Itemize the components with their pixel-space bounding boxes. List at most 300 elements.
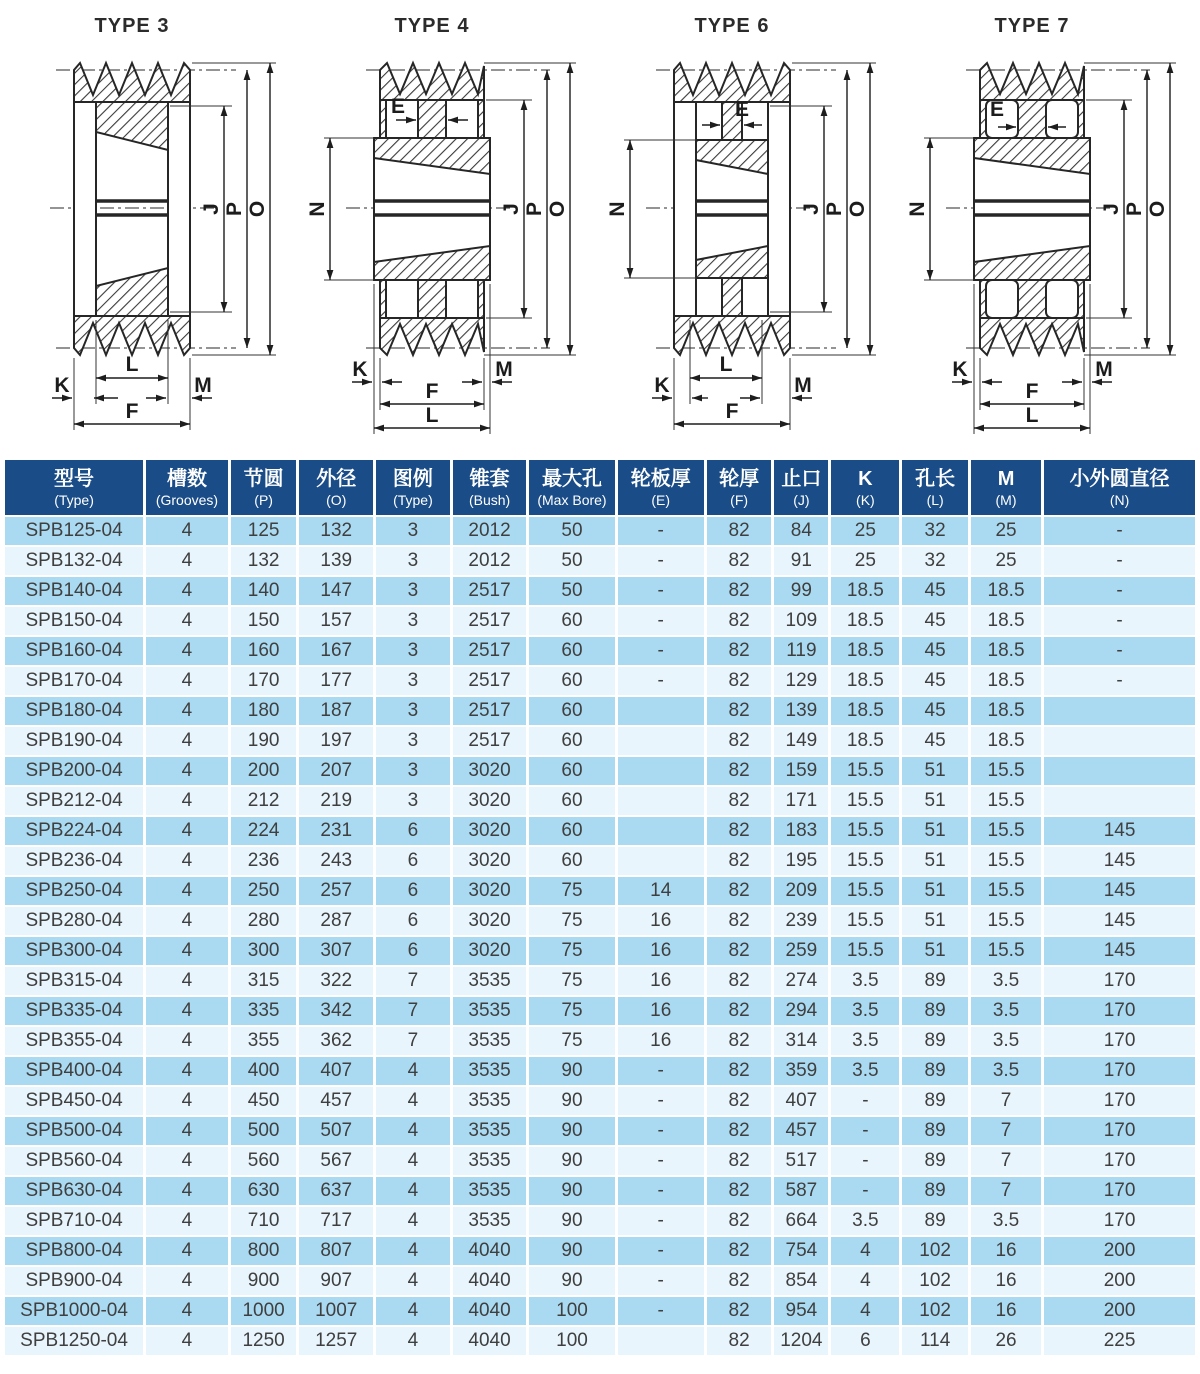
table-cell: 307 (299, 937, 373, 965)
table-cell: 180 (231, 697, 297, 725)
table-cell: 82 (707, 907, 771, 935)
right-flange (768, 102, 790, 316)
table-cell: 236 (231, 847, 297, 875)
table-row (5, 637, 1195, 665)
table-cell: 91 (774, 547, 828, 575)
table-cell (1044, 787, 1195, 815)
web-recess (696, 278, 722, 316)
table-cell: 75 (529, 937, 614, 965)
dim-label-n: N (906, 201, 929, 217)
table-cell: 457 (774, 1117, 828, 1145)
table-cell: 4 (146, 907, 228, 935)
web-recess (446, 280, 478, 318)
table-cell: 3535 (453, 967, 527, 995)
table-cell: 3.5 (831, 997, 899, 1025)
table-cell: 4 (146, 1087, 228, 1115)
table-cell: - (1044, 637, 1195, 665)
dim-label-e: E (390, 95, 406, 118)
table-cell: 15.5 (971, 907, 1041, 935)
table-cell: 25 (971, 547, 1041, 575)
table-cell: 170 (1044, 1207, 1195, 1235)
table-row (5, 1057, 1195, 1085)
table-cell (618, 787, 704, 815)
table-cell: SPB212-04 (5, 787, 143, 815)
table-cell: 7 (376, 967, 450, 995)
table-cell: 15.5 (831, 877, 899, 905)
groove-band-bottom (980, 318, 1084, 355)
column-header-10: 止口 (J) (774, 460, 828, 515)
table-cell: 359 (774, 1057, 828, 1085)
table-cell: 250 (231, 877, 297, 905)
table-cell: 4 (376, 1147, 450, 1175)
table-cell: 82 (707, 547, 771, 575)
table-cell: 89 (902, 997, 968, 1025)
table-cell: 51 (902, 877, 968, 905)
table-cell: 82 (707, 1147, 771, 1175)
column-header-5: 图例 (Type) (376, 460, 450, 515)
table-row (5, 1027, 1195, 1055)
table-cell: 4 (146, 607, 228, 635)
table-cell: 82 (707, 877, 771, 905)
table-cell: 75 (529, 907, 614, 935)
table-row (5, 937, 1195, 965)
table-row (5, 517, 1195, 545)
table-cell: 239 (774, 907, 828, 935)
table-cell: 89 (902, 1057, 968, 1085)
table-cell: 82 (707, 727, 771, 755)
table-cell: - (831, 1177, 899, 1205)
web-recess (742, 278, 768, 316)
table-cell: 3.5 (971, 997, 1041, 1025)
column-header-9: 轮厚 (F) (707, 460, 771, 515)
table-cell: 4 (146, 1027, 228, 1055)
table-cell: 355 (231, 1027, 297, 1055)
table-cell: 4 (146, 997, 228, 1025)
table-cell: 195 (774, 847, 828, 875)
table-cell: 51 (902, 937, 968, 965)
table-cell: 4 (376, 1177, 450, 1205)
table-cell: 90 (529, 1117, 614, 1145)
table-cell: 45 (902, 637, 968, 665)
table-cell: - (831, 1117, 899, 1145)
dim-label-l: L (425, 404, 439, 427)
table-cell: 183 (774, 817, 828, 845)
table-cell: 25 (831, 547, 899, 575)
table-cell: 517 (774, 1147, 828, 1175)
table-cell: 3020 (453, 907, 527, 935)
table-cell: 99 (774, 577, 828, 605)
table-row (5, 967, 1195, 995)
table-cell: 2517 (453, 697, 527, 725)
column-header-6: 锥套 (Bush) (453, 460, 527, 515)
table-cell: 90 (529, 1267, 614, 1295)
table-header (5, 460, 1195, 515)
table-cell: 1257 (299, 1327, 373, 1355)
table-cell: 280 (231, 907, 297, 935)
table-cell: 75 (529, 1027, 614, 1055)
table-row (5, 607, 1195, 635)
table-cell: 3535 (453, 1027, 527, 1055)
table-cell (1044, 697, 1195, 725)
table-cell: 4 (831, 1297, 899, 1325)
table-cell: 4 (376, 1327, 450, 1355)
table-cell: 170 (1044, 997, 1195, 1025)
table-cell (618, 1327, 704, 1355)
table-cell: 637 (299, 1177, 373, 1205)
table-cell (1044, 727, 1195, 755)
table-cell: 717 (299, 1207, 373, 1235)
table-row (5, 1147, 1195, 1175)
table-cell: 109 (774, 607, 828, 635)
table-cell: 3020 (453, 937, 527, 965)
table-cell: 82 (707, 1057, 771, 1085)
table-cell: - (618, 1117, 704, 1145)
table-cell: 82 (707, 1327, 771, 1355)
table-cell: 710 (231, 1207, 297, 1235)
table-cell: 51 (902, 757, 968, 785)
dim-label-n: N (606, 201, 629, 217)
table-cell: 4 (146, 817, 228, 845)
table-cell: 854 (774, 1267, 828, 1295)
dim-label-k: K (352, 358, 368, 381)
dim-label-j: J (1100, 203, 1123, 215)
table-cell: 219 (299, 787, 373, 815)
table-cell: 60 (529, 727, 614, 755)
table-cell: 82 (707, 1237, 771, 1265)
column-header-7: 最大孔 (Max Bore) (529, 460, 614, 515)
table-cell: 2012 (453, 517, 527, 545)
table-cell: 170 (1044, 1057, 1195, 1085)
table-cell: 900 (231, 1267, 297, 1295)
table-cell: 149 (774, 727, 828, 755)
table-cell: 4 (376, 1057, 450, 1085)
table-cell: 145 (1044, 907, 1195, 935)
table-cell: 1250 (231, 1327, 297, 1355)
table-cell: 200 (231, 757, 297, 785)
table-cell: 2517 (453, 577, 527, 605)
dim-label-e: E (734, 98, 750, 121)
table-cell: 4 (146, 1117, 228, 1145)
table-cell: - (618, 667, 704, 695)
groove-band-bottom (674, 316, 790, 355)
diagram-title: TYPE 6 (694, 15, 770, 37)
table-cell: SPB710-04 (5, 1207, 143, 1235)
table-cell: SPB132-04 (5, 547, 143, 575)
table-cell: 207 (299, 757, 373, 785)
table-cell: 4040 (453, 1297, 527, 1325)
table-cell: 18.5 (971, 727, 1041, 755)
column-header-2: 槽数 (Grooves) (146, 460, 228, 515)
table-cell: 400 (231, 1057, 297, 1085)
table-cell: 82 (707, 1027, 771, 1055)
dim-label-l: L (1025, 404, 1039, 427)
table-cell: - (1044, 517, 1195, 545)
dim-label-k: K (952, 358, 968, 381)
table-cell: 407 (299, 1057, 373, 1085)
dim-label-l: L (719, 353, 733, 376)
table-cell: 45 (902, 697, 968, 725)
table-cell: 18.5 (831, 667, 899, 695)
table-cell: - (618, 1297, 704, 1325)
table-row (5, 907, 1195, 935)
table-cell: 3 (376, 547, 450, 575)
dim-label-j: J (800, 203, 823, 215)
table-cell: SPB800-04 (5, 1237, 143, 1265)
groove-band-top (674, 63, 790, 102)
table-cell: 4 (146, 577, 228, 605)
type4-diagram (300, 0, 600, 455)
table-cell: 15.5 (831, 907, 899, 935)
table-cell: - (1044, 607, 1195, 635)
table-cell: 7 (971, 1087, 1041, 1115)
table-cell: 50 (529, 547, 614, 575)
table-cell: 170 (1044, 1117, 1195, 1145)
dim-label-o: O (246, 200, 269, 218)
dim-label-o: O (1146, 200, 1169, 218)
table-cell: 82 (707, 847, 771, 875)
dim-label-f: F (725, 400, 739, 423)
table-cell: - (831, 1087, 899, 1115)
table-cell: 177 (299, 667, 373, 695)
table-cell: 18.5 (831, 577, 899, 605)
table-cell: 60 (529, 637, 614, 665)
table-row (5, 547, 1195, 575)
table-cell: 171 (774, 787, 828, 815)
table-cell: 89 (902, 1027, 968, 1055)
table-cell: 7 (376, 997, 450, 1025)
web-recess (696, 102, 722, 140)
table-cell: 16 (618, 937, 704, 965)
table-cell: 140 (231, 577, 297, 605)
table-cell: 4040 (453, 1327, 527, 1355)
table-cell: SPB1250-04 (5, 1327, 143, 1355)
groove-band-bottom (74, 316, 190, 355)
dim-label-p: P (823, 201, 846, 217)
table-cell: 4 (831, 1237, 899, 1265)
table-cell: SPB400-04 (5, 1057, 143, 1085)
table-cell: - (618, 577, 704, 605)
table-cell: 16 (971, 1267, 1041, 1295)
table-cell: 90 (529, 1147, 614, 1175)
table-cell: 14 (618, 877, 704, 905)
table-cell: 3020 (453, 817, 527, 845)
table-cell: 4 (376, 1297, 450, 1325)
table-cell: 2517 (453, 637, 527, 665)
table-cell: 3535 (453, 997, 527, 1025)
table-cell: 18.5 (971, 667, 1041, 695)
right-flange (168, 102, 190, 316)
table-row (5, 1207, 1195, 1235)
table-cell: - (1044, 577, 1195, 605)
table-cell: 2517 (453, 667, 527, 695)
table-cell: 3 (376, 667, 450, 695)
table-cell: 3 (376, 607, 450, 635)
table-cell: 82 (707, 937, 771, 965)
table-cell: 15.5 (971, 847, 1041, 875)
table-cell: 4 (146, 727, 228, 755)
table-cell: - (618, 607, 704, 635)
table-row (5, 1267, 1195, 1295)
table-cell: 50 (529, 577, 614, 605)
column-header-3: 节圆 (P) (231, 460, 297, 515)
table-row (5, 817, 1195, 845)
table-cell: 3.5 (971, 1057, 1041, 1085)
table-cell: 259 (774, 937, 828, 965)
table-cell: 82 (707, 1297, 771, 1325)
table-cell: 84 (774, 517, 828, 545)
table-cell: 145 (1044, 937, 1195, 965)
groove-band-top (980, 63, 1084, 100)
table-cell: 129 (774, 667, 828, 695)
table-cell: 16 (618, 907, 704, 935)
table-cell: 82 (707, 1117, 771, 1145)
table-cell: 15.5 (831, 787, 899, 815)
table-cell: 32 (902, 547, 968, 575)
table-cell: 200 (1044, 1267, 1195, 1295)
table-row (5, 1117, 1195, 1145)
table-cell: 90 (529, 1177, 614, 1205)
table-cell: 51 (902, 817, 968, 845)
table-cell: 197 (299, 727, 373, 755)
table-cell: 4 (146, 1237, 228, 1265)
table-cell: 3535 (453, 1057, 527, 1085)
table-cell: 139 (299, 547, 373, 575)
table-cell: 1007 (299, 1297, 373, 1325)
table-cell: SPB190-04 (5, 727, 143, 755)
groove-band-top (74, 63, 190, 102)
web-recess (1046, 100, 1078, 138)
dim-label-m: M (194, 374, 212, 397)
table-cell: 3 (376, 787, 450, 815)
table-cell: 450 (231, 1087, 297, 1115)
column-header-1: 型号 (Type) (5, 460, 143, 515)
table-cell: 300 (231, 937, 297, 965)
table-cell: 4040 (453, 1267, 527, 1295)
table-cell: SPB300-04 (5, 937, 143, 965)
table-cell: 90 (529, 1207, 614, 1235)
table-cell: 139 (774, 697, 828, 725)
table-cell: 82 (707, 967, 771, 995)
table-cell: 15.5 (971, 787, 1041, 815)
table-cell: 587 (774, 1177, 828, 1205)
type6-diagram (600, 0, 900, 455)
type7-diagram (900, 0, 1200, 455)
table-cell: 2517 (453, 727, 527, 755)
table-cell: 82 (707, 817, 771, 845)
column-header-8: 轮板厚 (E) (618, 460, 704, 515)
table-cell: SPB150-04 (5, 607, 143, 635)
table-cell: SPB560-04 (5, 1147, 143, 1175)
column-header-14: 小外圆直径 (N) (1044, 460, 1195, 515)
table-cell: SPB630-04 (5, 1177, 143, 1205)
table-cell: 89 (902, 1087, 968, 1115)
table-row (5, 577, 1195, 605)
table-cell: 15.5 (971, 937, 1041, 965)
table-cell: 6 (831, 1327, 899, 1355)
type3-diagram (0, 0, 300, 455)
table-cell: 200 (1044, 1237, 1195, 1265)
dim-label-n: N (306, 201, 329, 217)
dim-label-m: M (1095, 358, 1113, 381)
table-cell: 335 (231, 997, 297, 1025)
web-recess (986, 280, 1018, 318)
table-cell: 26 (971, 1327, 1041, 1355)
table-cell: 4 (146, 547, 228, 575)
table-cell: - (618, 1237, 704, 1265)
table-cell: 18.5 (831, 607, 899, 635)
table-cell: 15.5 (831, 817, 899, 845)
table-cell: 342 (299, 997, 373, 1025)
table-cell: 89 (902, 1147, 968, 1175)
dim-label-p: P (1123, 201, 1146, 217)
table-cell: 4 (146, 1177, 228, 1205)
table-cell: 1204 (774, 1327, 828, 1355)
table-cell: 82 (707, 1267, 771, 1295)
table-cell: 132 (231, 547, 297, 575)
table-cell: - (618, 1057, 704, 1085)
table-cell: 243 (299, 847, 373, 875)
table-cell: SPB200-04 (5, 757, 143, 785)
table-cell: 82 (707, 517, 771, 545)
table-cell: 4 (146, 1147, 228, 1175)
table-cell: 231 (299, 817, 373, 845)
table-cell: 6 (376, 817, 450, 845)
table-cell: 82 (707, 637, 771, 665)
table-row (5, 727, 1195, 755)
table-cell (618, 697, 704, 725)
diagram-title: TYPE 4 (394, 15, 470, 37)
table-cell: 4 (376, 1267, 450, 1295)
table-cell: 15.5 (971, 817, 1041, 845)
dim-label-k: K (54, 374, 70, 397)
table-cell: 18.5 (831, 727, 899, 755)
table-cell: 4 (146, 667, 228, 695)
table-cell: 18.5 (831, 697, 899, 725)
table-cell: 75 (529, 967, 614, 995)
table-cell: 224 (231, 817, 297, 845)
table-cell: 2012 (453, 547, 527, 575)
table-cell: 4 (146, 847, 228, 875)
table-cell: 100 (529, 1297, 614, 1325)
table-cell: 3.5 (831, 1207, 899, 1235)
table-cell: 82 (707, 1177, 771, 1205)
table-cell: 32 (902, 517, 968, 545)
table-row (5, 877, 1195, 905)
table-cell: 954 (774, 1297, 828, 1325)
table-cell: 60 (529, 667, 614, 695)
table-cell: 7 (376, 1027, 450, 1055)
table-cell: 16 (618, 997, 704, 1025)
table-cell: 190 (231, 727, 297, 755)
table-cell: 25 (831, 517, 899, 545)
table-cell: SPB140-04 (5, 577, 143, 605)
table-cell: 4040 (453, 1237, 527, 1265)
diagram-title: TYPE 7 (994, 15, 1070, 37)
table-row (5, 1237, 1195, 1265)
dim-label-j: J (200, 203, 223, 215)
table-cell: 45 (902, 607, 968, 635)
table-row (5, 1177, 1195, 1205)
table-cell: 3.5 (831, 1027, 899, 1055)
table-cell: 4 (146, 1057, 228, 1085)
table-row (5, 847, 1195, 875)
table-cell: 3 (376, 697, 450, 725)
table-cell: 18.5 (971, 607, 1041, 635)
table-cell: 145 (1044, 847, 1195, 875)
table-cell (618, 727, 704, 755)
table-cell: 7 (971, 1117, 1041, 1145)
table-cell: 4 (146, 637, 228, 665)
